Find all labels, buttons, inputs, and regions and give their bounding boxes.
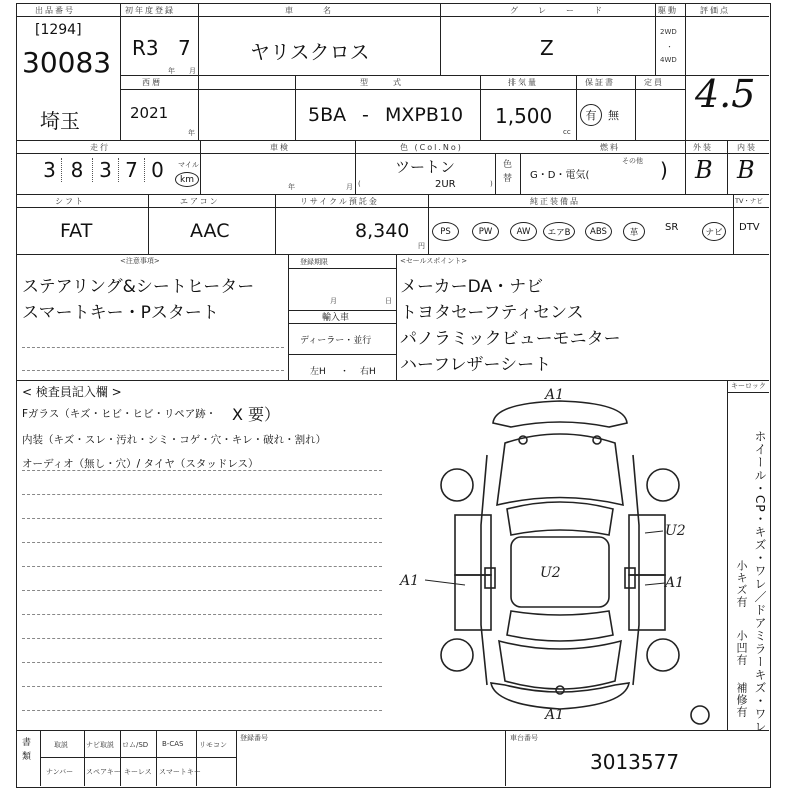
hood — [497, 434, 623, 505]
first-reg-era: R3 — [132, 36, 159, 60]
windshield — [507, 502, 613, 535]
car-damage-map — [395, 385, 720, 730]
mileage-mile-label: マイル — [178, 161, 199, 169]
footer-chassis-no: 3013577 — [590, 750, 680, 774]
header-western-year: 西暦 — [142, 78, 162, 87]
hole-mark — [691, 706, 709, 724]
year-unit-2: 年 — [188, 129, 195, 137]
footer-docs-head: 書類 — [22, 738, 32, 762]
equip-pw-label: PW — [478, 226, 493, 237]
mileage-digit: 3 — [93, 158, 119, 182]
mileage-digits — [38, 158, 170, 182]
footer-item-navi-manual: ナビ取説 — [86, 741, 114, 749]
inspection-year: 年 — [288, 183, 295, 191]
equip-abs-label: ABS — [590, 226, 607, 237]
footer-item-bcas: B-CAS — [162, 740, 184, 748]
front-bumper — [493, 401, 627, 427]
header-inspector: < 検査員記入欄 > — [22, 385, 122, 399]
drive-2wd: 2WD — [660, 28, 677, 36]
reg-day: 日 — [385, 297, 392, 305]
header-score: 評価点 — [700, 6, 730, 15]
header-mileage: 走行 — [90, 143, 110, 152]
equip-sunroof — [665, 222, 678, 233]
inspector-audio: オーディオ（無し・穴）/ タイヤ（スタッドレス） — [22, 458, 259, 470]
inspector-interior: 内装（キズ・スレ・汚れ・シミ・コゲ・穴・キレ・破れ・割れ） — [22, 434, 327, 446]
mileage-digit: 3 — [38, 158, 62, 182]
map-mark-rear: A1 — [545, 707, 565, 723]
trunk — [499, 641, 621, 689]
equip-leather — [623, 222, 645, 241]
right-body — [633, 455, 639, 685]
color-code-paren-open: ( — [358, 180, 361, 188]
footer-reg-no-label: 登録番号 — [240, 734, 268, 742]
equip-airbag — [543, 222, 575, 241]
reg-import: 輸入車 — [322, 313, 350, 323]
reg-month: 月 — [330, 297, 337, 305]
displacement-value: 1,500 — [495, 104, 553, 128]
model-year: 2021 — [130, 104, 169, 122]
recycle-value: 8,340 — [355, 220, 410, 242]
footer-chassis-label: 車台番号 — [510, 734, 538, 742]
reg-right: 右H — [360, 367, 376, 377]
map-mark-left-door: A1 — [400, 573, 420, 589]
footer-item-keyless: キーレス — [124, 768, 152, 776]
header-first-reg: 初年度登録 — [125, 6, 175, 15]
mileage-digit: 8 — [62, 158, 93, 182]
rear-bumper — [491, 683, 629, 709]
header-drive: 駆動 — [658, 6, 678, 15]
aircon-value: AAC — [190, 220, 230, 242]
equip-leather-label: 革 — [629, 227, 639, 238]
header-warranty: 保証書 — [585, 78, 615, 87]
right-mirror — [625, 568, 635, 588]
front-right-wheel — [647, 469, 679, 501]
footer-item-plate: ナンバー — [46, 768, 74, 776]
equip-aw-label: AW — [516, 226, 531, 237]
header-reg-deadline: 登録期限 — [300, 258, 328, 266]
reg-dot: ・ — [340, 367, 350, 377]
front-left-wheel — [441, 469, 473, 501]
mileage-unit-km — [175, 172, 199, 187]
map-mark-roof: U2 — [540, 565, 561, 581]
fuel-options: G・D・電気( — [530, 170, 590, 181]
sales-point-1: メーカーDA・ナビ — [400, 277, 544, 297]
header-keylock: キーロック — [731, 382, 766, 390]
header-lot-no: 出品番号 — [35, 6, 75, 15]
header-car-name: 車名 — [285, 6, 361, 15]
left-front-door — [455, 515, 491, 575]
header-fuel: 燃料 — [600, 143, 620, 152]
warranty-yes — [580, 104, 602, 126]
color-code: 2UR — [435, 179, 456, 190]
header-shift: シフト — [55, 197, 85, 206]
left-mirror — [485, 568, 495, 588]
hood-mark-left — [519, 436, 527, 444]
equipment-extra: TV・ナビ — [735, 197, 763, 205]
month-unit: 月 — [189, 67, 196, 75]
header-exterior: 外装 — [693, 143, 713, 152]
car-name-value: ヤリスクロス — [250, 40, 370, 64]
rear-window — [507, 611, 613, 641]
sales-point-3: パノラミックビューモニター — [400, 329, 621, 349]
color-code-paren-close: ) — [490, 180, 493, 188]
equip-sunroof-label: SR — [665, 222, 679, 233]
side-note-dent: 小凹有 — [735, 630, 748, 666]
side-note-repair: 補修有 — [735, 682, 748, 718]
header-model-type: 型式 — [360, 78, 426, 87]
inspector-fglass: Fガラス（キズ・ヒビ・ヒビ・リペア跡・ — [22, 408, 217, 420]
header-capacity: 定員 — [644, 78, 664, 87]
side-note-scratch: 小キズ有 — [735, 560, 748, 608]
sales-point-4: ハーフレザーシート — [400, 355, 552, 375]
fuel-close: ) — [660, 158, 668, 182]
side-note-wheel-mirror: ホイール・CP・キズ・ワレ／ドアミラーキズ・ワレ — [753, 430, 767, 734]
fuel-other: その他 — [622, 157, 643, 165]
equip-abs — [585, 222, 612, 241]
score-value: 4.5 — [695, 72, 756, 116]
header-notes: <注意事項> — [120, 257, 160, 265]
drive-dot: ・ — [666, 43, 673, 51]
footer-item-remote: リモコン — [199, 741, 227, 749]
footer-item-manual: 取説 — [54, 741, 68, 749]
first-reg-month: 7 — [178, 36, 191, 60]
equip-ps — [432, 222, 459, 241]
sales-point-2: トヨタセーフティセンス — [400, 303, 584, 323]
right-front-door — [629, 515, 665, 575]
hood-mark-right — [593, 436, 601, 444]
left-body — [481, 455, 487, 685]
mileage-digit: 0 — [151, 158, 164, 182]
header-grade: グレード — [510, 6, 622, 15]
rear-left-wheel — [441, 639, 473, 671]
warranty-yes-label: 有 — [585, 109, 597, 122]
header-inspection: 車検 — [270, 143, 290, 152]
note-line-2: スマートキー・Pスタート — [22, 303, 219, 323]
equip-navi-label: ナビ — [705, 227, 723, 238]
equip-dtv — [739, 222, 760, 233]
footer-item-rom: ロム/SD — [122, 741, 149, 749]
model-code: MXPB10 — [385, 104, 464, 126]
interior-grade: B — [737, 156, 755, 184]
note-line-1: ステアリング&シートヒーター — [22, 277, 255, 297]
equip-dtv-label: DTV — [739, 222, 760, 233]
year-unit: 年 — [168, 67, 175, 75]
prefecture: 埼玉 — [40, 109, 80, 133]
footer-item-spare-key: スペアキー — [86, 768, 121, 776]
equip-navi — [702, 222, 726, 241]
footer-item-smart-key: スマートキー — [159, 768, 201, 776]
recycle-yen: 円 — [418, 242, 425, 250]
grade-value: Z — [540, 36, 554, 60]
map-mark-front: A1 — [545, 387, 565, 403]
inspection-month: 月 — [346, 183, 353, 191]
map-mark-right-door: U2 — [665, 523, 686, 539]
equip-airbag-label: エアB — [547, 227, 571, 238]
model-prefix: 5BA — [308, 104, 347, 126]
drive-4wd: 4WD — [660, 56, 677, 64]
equip-pw — [472, 222, 499, 241]
rear-right-wheel — [647, 639, 679, 671]
header-color: 色 (Col.No) — [400, 143, 463, 152]
equip-aw — [510, 222, 537, 241]
ref-number: [1294] — [35, 22, 82, 38]
mileage-unit-label: km — [180, 174, 194, 185]
mileage-digit: 7 — [119, 158, 145, 182]
exterior-grade: B — [695, 156, 713, 184]
color-value: ツートン — [395, 158, 456, 176]
header-aircon: エアコン — [180, 197, 220, 206]
warranty-no: 無 — [608, 109, 619, 122]
header-sales-points: <セールスポイント> — [400, 257, 468, 265]
shift-value: FAT — [60, 220, 93, 242]
header-displacement: 排気量 — [508, 78, 538, 87]
color-change: 色替 — [503, 160, 513, 184]
map-mark-right-rear: A1 — [665, 575, 685, 591]
equip-ps-label: PS — [440, 226, 451, 237]
reg-dealer: ディーラー・並行 — [300, 336, 372, 346]
header-recycle: リサイクル預託金 — [300, 197, 379, 206]
header-equipment: 純正装備品 — [530, 197, 580, 206]
inspector-fglass-mark: X 要） — [232, 405, 281, 424]
reg-left: 左H — [310, 367, 326, 377]
header-interior: 内装 — [737, 143, 757, 152]
displacement-unit: cc — [563, 128, 571, 136]
lot-number: 30083 — [22, 46, 112, 79]
model-dash: - — [362, 104, 369, 126]
